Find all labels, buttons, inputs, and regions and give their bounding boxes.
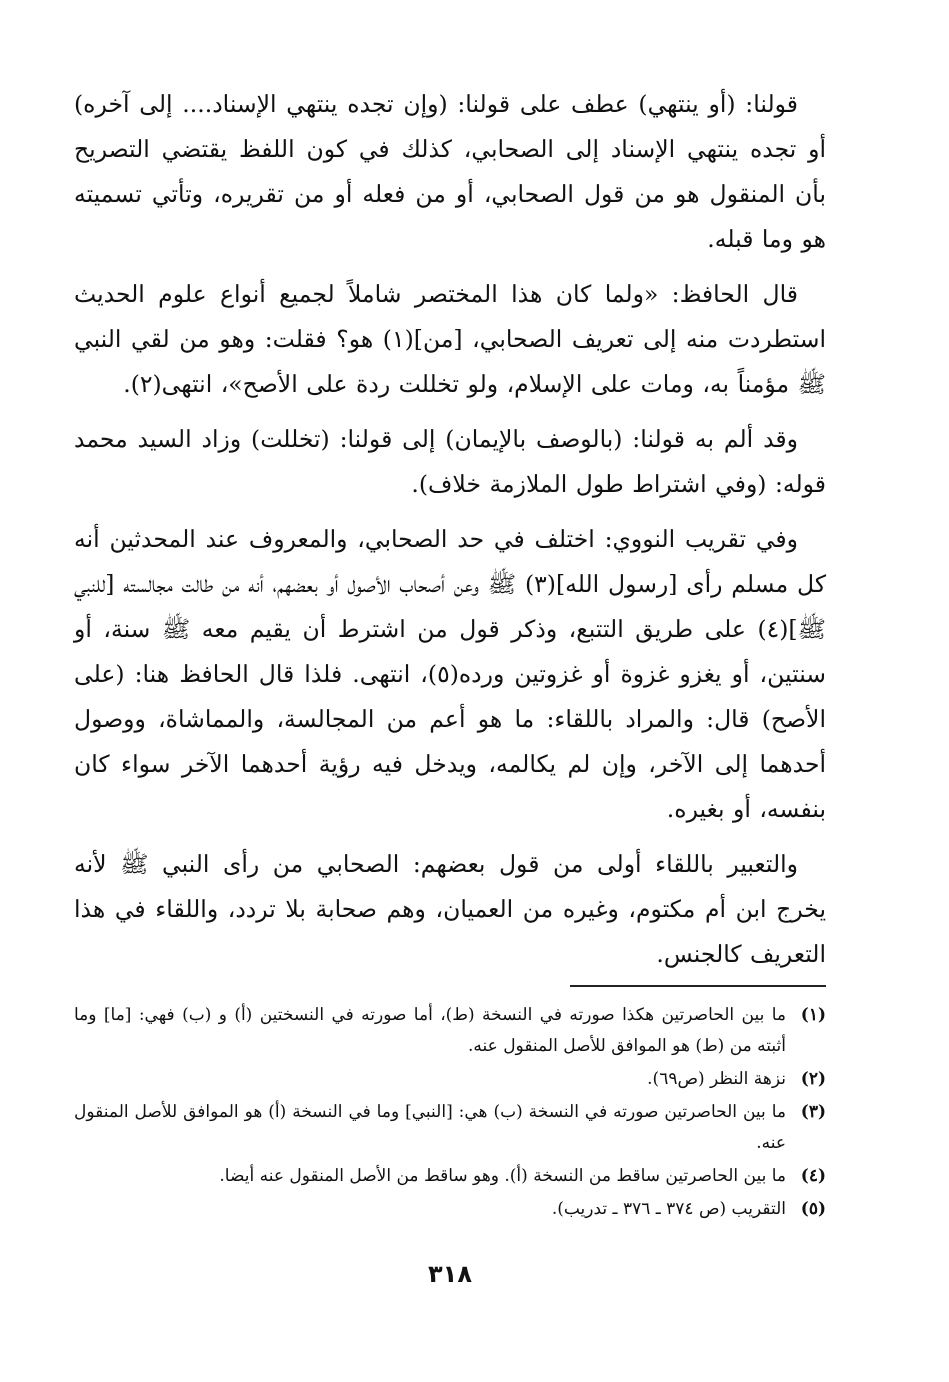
footnote-text: نزهة النظر (ص٦٩). xyxy=(647,1069,786,1089)
footnote-5 xyxy=(74,1194,826,1225)
footnote-text: ما بين الحاصرتين ساقط من النسخة (أ). وهو ساقط من الأصل المنقول عنه أيضا. xyxy=(219,1166,786,1186)
page-body xyxy=(74,82,827,1288)
paragraph-3 xyxy=(74,417,826,507)
paragraph-2-text: قال الحافظ: «ولما كان هذا المختصر شاملاً لجميع أنواع علوم الحديث استطردت منه إلى تعريف الصحابي، [من](١) هو؟ فقلت: وهو من لقي النبي ﷺ مؤمناً به، ومات على الإسلام، ولو تخللت ردة على الأصح»، انتهى(٢). xyxy=(74,280,826,398)
footnote-number: (٣) xyxy=(800,1102,826,1122)
footnote-divider xyxy=(570,985,826,987)
paragraph-1-text: قولنا: (أو ينتهي) عطف على قولنا: (وإن تجده ينتهي الإسناد.... إلى آخره) أو تجده ينتهي الإسناد إلى الصحابي، كذلك في كون اللفظ يقتضي التصريح بأن المنقول هو من قول الصحابي، أو من فعله أو من تقريره، وتأتي تسميته هو وما قبله. xyxy=(74,90,826,253)
footnote-2 xyxy=(74,1064,826,1095)
footnote-1 xyxy=(74,1000,826,1062)
footnote-number: (١) xyxy=(800,1005,826,1025)
footnote-text: ما بين الحاصرتين صورته في النسخة (ب) هي: [النبي] وما في النسخة (أ) هو الموافق للأصل المنقول عنه. xyxy=(74,1102,786,1153)
footnote-3 xyxy=(74,1097,826,1159)
paragraph-2 xyxy=(74,272,826,407)
main-text xyxy=(74,82,826,977)
footnote-number: (٥) xyxy=(800,1199,826,1219)
footnote-4 xyxy=(74,1161,826,1192)
page-number: ٣١٨ xyxy=(428,1260,472,1288)
footnotes xyxy=(74,1000,826,1227)
paragraph-1 xyxy=(74,82,826,262)
footnote-number: (٢) xyxy=(800,1069,826,1089)
paragraph-4 xyxy=(74,517,826,832)
paragraph-3-text: وقد ألم به قولنا: (بالوصف بالإيمان) إلى قولنا: (تخللت) وزاد السيد محمد قوله: (وفي اشتراط طول الملازمة خلاف). xyxy=(74,425,826,498)
footnote-text: ما بين الحاصرتين هكذا صورته في النسخة (ط)، أما صورته في النسختين (أ) و (ب) فهي: [ما] وما أثبته من (ط) هو الموافق للأصل المنقول عنه. xyxy=(74,1005,786,1056)
paragraph-4-text: وفي تقريب النووي: اختلف في حد الصحابي، والمعروف عند المحدثين أنه كل مسلم رأى [رسول الله](٣) ﷺ وعن أصحاب الأصول أو بعضهم، أنه من طالت مجالسته [للنبي ﷺ](٤) على طريق التتبع، وذكر قول من اشترط أن يقيم معه ﷺ سنة، أو سنتين، أو يغزو غزوة أو غزوتين ورده(٥)، انتهى. فلذا قال الحافظ هنا: (على الأصح) قال: والمراد باللقاء: ما هو أعم من المجالسة، والمماشاة، ووصول أحدهما إلى الآخر، وإن لم يكالمه، ويدخل فيه رؤية أحدهما الآخر سواء كان بنفسه، أو بغيره. xyxy=(74,525,827,823)
footnote-text: التقريب (ص ٣٧٤ ـ ٣٧٦ ـ تدريب). xyxy=(551,1199,786,1219)
footnote-number: (٤) xyxy=(800,1166,826,1186)
paragraph-5-text: والتعبير باللقاء أولى من قول بعضهم: الصحابي من رأى النبي ﷺ لأنه يخرج ابن أم مكتوم، وغيره من العميان، وهم صحابة بلا تردد، واللقاء في هذا التعريف كالجنس. xyxy=(74,850,826,968)
paragraph-5 xyxy=(74,842,826,977)
